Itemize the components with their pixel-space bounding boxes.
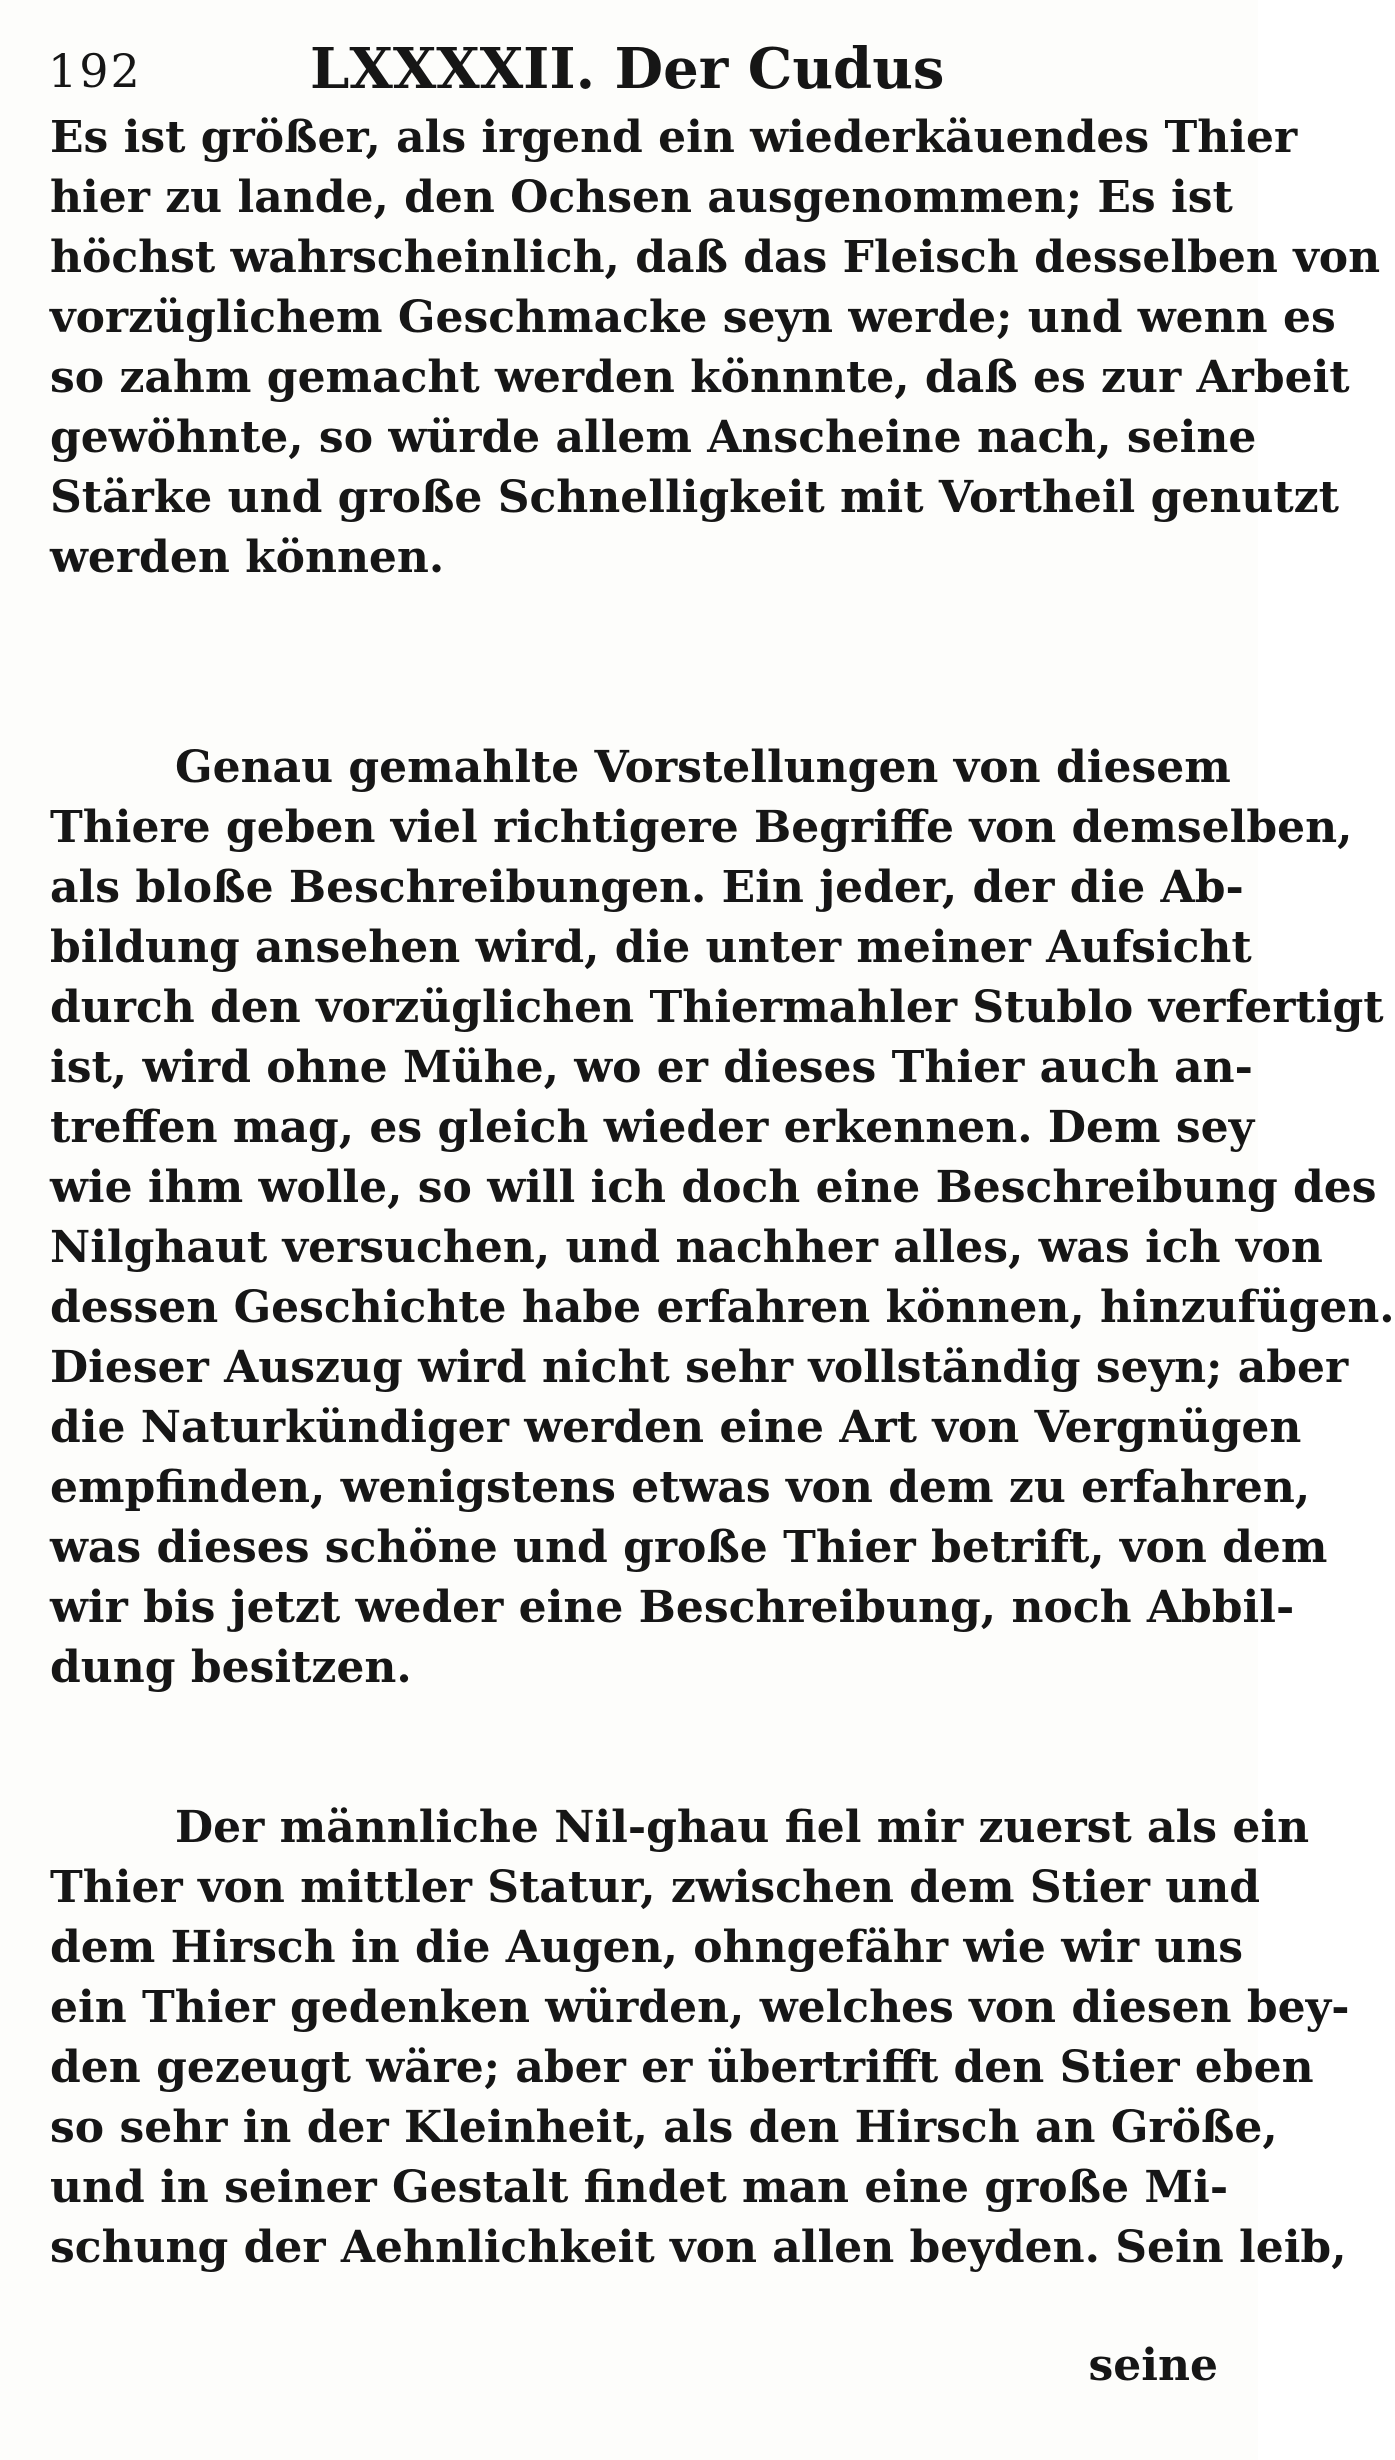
text-line: Genau gemahlte Vorstellungen von diesem [175, 742, 1231, 793]
text-line: die Naturkündiger werden eine Art von Vergnügen [50, 1402, 1302, 1453]
text-line: so sehr in der Kleinheit, als den Hirsch an Größe, [50, 2102, 1278, 2153]
text-line: wie ihm wolle, so will ich doch eine Beschreibung des [50, 1162, 1377, 1213]
text-line: Thier von mittler Statur, zwischen dem Stier und [50, 1862, 1260, 1913]
text-line: dung besitzen. [50, 1642, 412, 1693]
paragraph-1 [50, 108, 1381, 588]
text-line: Dieser Auszug wird nicht sehr vollständig seyn; aber [50, 1342, 1349, 1393]
text-line: bildung ansehen wird, die unter meiner Aufsicht [50, 922, 1252, 973]
page-header [48, 36, 1218, 116]
text-line: höchst wahrscheinlich, daß das Fleisch desselben von [50, 232, 1381, 283]
text-line: Stärke und große Schnelligkeit mit Vortheil genutzt [50, 472, 1339, 523]
text-line: ein Thier gedenken würden, welches von diesen bey- [50, 1982, 1350, 2033]
page-number: 192 [48, 44, 142, 98]
text-line: treffen mag, es gleich wieder erkennen. Dem sey [50, 1102, 1255, 1153]
text-line: Nilghaut versuchen, und nachher alles, was ich von [50, 1222, 1323, 1273]
text-line: durch den vorzüglichen Thiermahler Stublo verfertigt [50, 982, 1384, 1033]
text-line: wir bis jetzt weder eine Beschreibung, noch Abbil- [50, 1582, 1295, 1633]
text-line: als bloße Beschreibungen. Ein jeder, der die Ab- [50, 862, 1244, 913]
text-line: was dieses schöne und große Thier betrift, von dem [50, 1522, 1328, 1573]
paragraph-3 [50, 1798, 1350, 2278]
text-line: dessen Geschichte habe erfahren können, hinzufügen. [50, 1282, 1395, 1333]
text-line: Es ist größer, als irgend ein wiederkäuendes Thier [50, 112, 1298, 163]
text-line: gewöhnte, so würde allem Anscheine nach, seine [50, 412, 1257, 463]
text-line: Der männliche Nil-ghau fiel mir zuerst als ein [175, 1802, 1310, 1853]
text-line: so zahm gemacht werden könnnte, daß es zur Arbeit [50, 352, 1350, 403]
catchword: seine [1088, 2340, 1218, 2391]
text-line: den gezeugt wäre; aber er übertrifft den Stier eben [50, 2042, 1314, 2093]
paragraph-2 [50, 738, 1395, 1698]
text-line: Thiere geben viel richtigere Begriffe von demselben, [50, 802, 1353, 853]
text-line: dem Hirsch in die Augen, ohngefähr wie wir uns [50, 1922, 1244, 1973]
text-line: und in seiner Gestalt findet man eine große Mi- [50, 2162, 1229, 2213]
running-title: LXXXXII. Der Cudus [310, 36, 945, 102]
text-line: vorzüglichem Geschmacke seyn werde; und wenn es [50, 292, 1336, 343]
text-line: hier zu lande, den Ochsen ausgenommen; Es ist [50, 172, 1233, 223]
text-line: empfinden, wenigstens etwas von dem zu erfahren, [50, 1462, 1311, 1513]
text-line: ist, wird ohne Mühe, wo er dieses Thier auch an- [50, 1042, 1253, 1093]
text-line: werden können. [50, 532, 445, 583]
text-line: schung der Aehnlichkeit von allen beyden. Sein leib, [50, 2222, 1347, 2273]
